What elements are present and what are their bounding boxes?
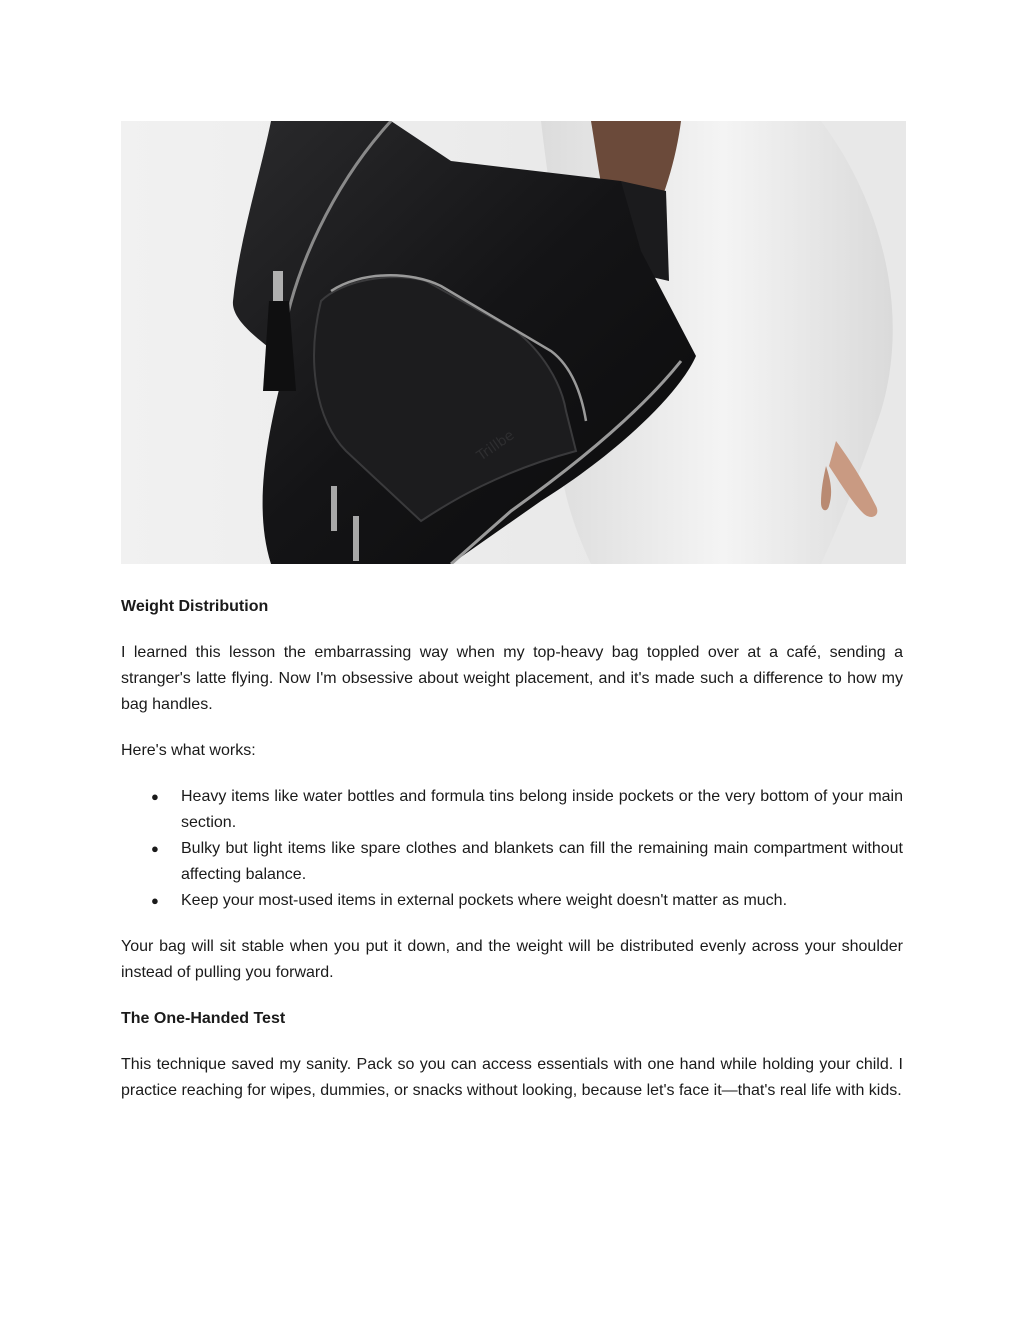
bullet-list xyxy=(121,784,903,914)
paragraph: This technique saved my sanity. Pack so you can access essentials with one hand while holding your child. I practice reaching for wipes, dummies, or snacks without looking, because let's face it—that's real life with kids. xyxy=(121,1056,903,1099)
list-item-text: Bulky but light items like spare clothes and blankets can fill the remaining main compartment without affecting balance. xyxy=(181,840,903,883)
paragraph: Here's what works: xyxy=(121,742,256,759)
section-heading-one-handed-test: The One-Handed Test xyxy=(121,1010,286,1027)
bullet-icon: ● xyxy=(151,893,159,908)
list-item-text: Heavy items like water bottles and formula tins belong inside pockets or the very bottom of your main section. xyxy=(181,788,903,831)
paragraph: Your bag will sit stable when you put it down, and the weight will be distributed evenly across your shoulder instead of pulling you forward. xyxy=(121,938,903,981)
backpack-photo xyxy=(121,121,906,564)
list-item xyxy=(121,836,903,888)
bullet-icon: ● xyxy=(151,841,159,856)
paragraph: I learned this lesson the embarrassing way when my top-heavy bag toppled over at a café, sending a stranger's latte flying. Now I'm obsessive about weight placement, and it's made such a difference to how my bag handles. xyxy=(121,644,903,713)
bullet-icon: ● xyxy=(151,789,159,804)
list-item-text: Keep your most-used items in external pockets where weight doesn't matter as much. xyxy=(181,892,788,909)
brand-emboss: Trillbe xyxy=(474,427,518,465)
article-body xyxy=(121,594,903,1104)
list-item xyxy=(121,888,903,914)
section-heading-weight-distribution: Weight Distribution xyxy=(121,598,269,615)
list-item xyxy=(121,784,903,836)
